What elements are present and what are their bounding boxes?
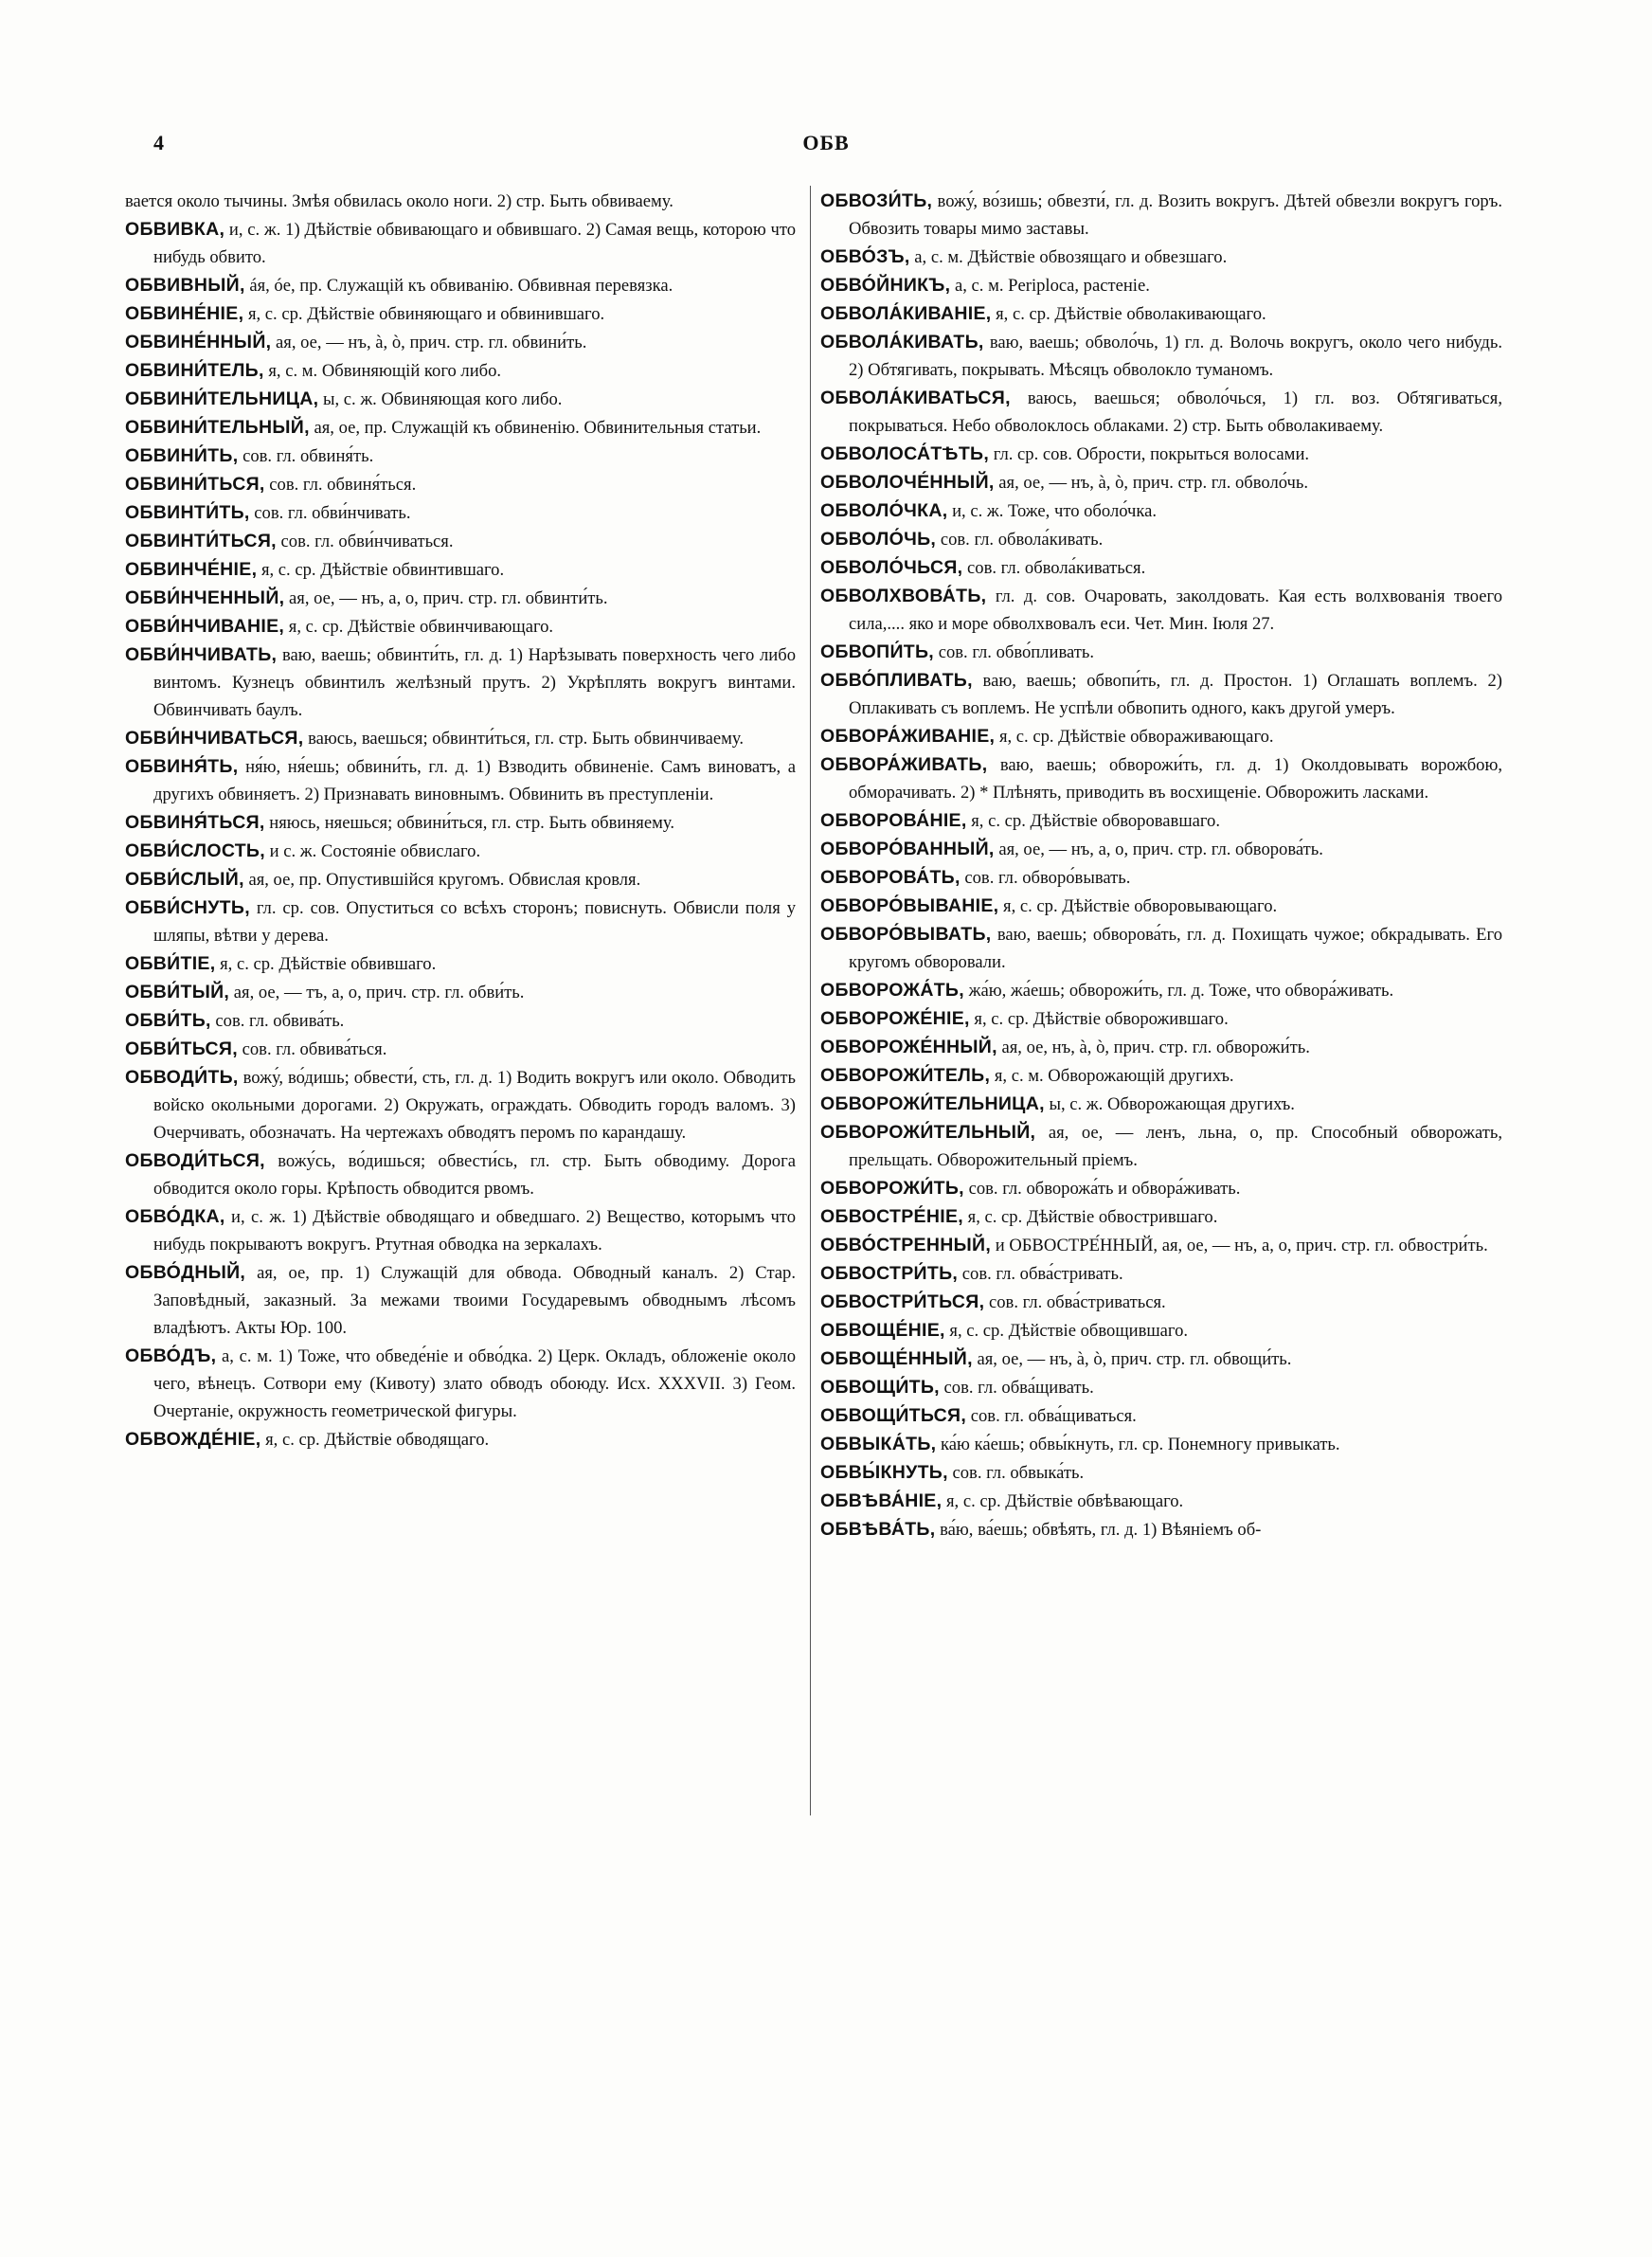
entry-headword: ОБВИ́НЧЕННЫЙ, <box>125 587 285 608</box>
entry-headword: ОБВОЛО́ЧЬСЯ, <box>820 557 963 578</box>
entry-definition: я, с. ср. Дѣйствіе обвѣвающаго. <box>946 1491 1184 1511</box>
entry-definition: вается около тычины. Змѣя обвилась около ноги. 2) стр. Быть обвиваему. <box>125 191 673 211</box>
dictionary-entry <box>820 1345 1502 1373</box>
entry-definition: ваю, ваешь; обворожи́ть, гл. д. 1) Околдовывать ворожбою, обморачивать. 2) * Плѣнять, приводить въ восхищеніе. Обворожить ласками. <box>849 755 1502 803</box>
entry-headword: ОБВЫ́КНУТЬ, <box>820 1462 948 1483</box>
entry-headword: ОБВОРО́ВЫВАТЬ, <box>820 924 992 945</box>
entry-definition: ы, с. ж. Обворожающая другихъ. <box>1049 1094 1295 1114</box>
entry-headword: ОБВОСТРИ́ТЬСЯ, <box>820 1291 985 1312</box>
page-header <box>0 131 1652 169</box>
dictionary-entry <box>820 583 1502 638</box>
left-column <box>125 188 796 1454</box>
entry-headword: ОБВИНТИ́ТЬ, <box>125 502 250 523</box>
dictionary-entry <box>820 1091 1502 1118</box>
dictionary-entry <box>125 1203 796 1258</box>
entry-headword: ОБВИ́СЛОСТЬ, <box>125 840 265 861</box>
dictionary-entry <box>125 414 796 442</box>
dictionary-entry <box>820 836 1502 863</box>
entry-headword: ОБВОЩЕ́ННЫЙ, <box>820 1348 973 1369</box>
entry-headword: ОБВИ́ТЬСЯ, <box>125 1038 238 1059</box>
entry-headword: ОБВИНИ́ТЕЛЬНИЦА, <box>125 388 319 409</box>
entry-definition: вожу́, во́зишь; обвезти́, гл. д. Возить вокругъ. Дѣтей обвезли вокругъ горъ. Обвозить товары мимо заставы. <box>849 191 1502 239</box>
entry-definition: я, с. м. Обвиняющій кого либо. <box>268 361 502 381</box>
entry-definition: сов. гл. обвиня́ться. <box>269 475 417 495</box>
entry-headword: ОБВОДИ́ТЬ, <box>125 1067 239 1088</box>
dictionary-entry <box>820 807 1502 835</box>
dictionary-entry <box>125 357 796 385</box>
dictionary-entry <box>820 441 1502 468</box>
entry-headword: ОБВИВКА, <box>125 219 225 240</box>
entry-headword: ОБВОЛА́КИВАТЬСЯ, <box>820 388 1011 408</box>
dictionary-entry <box>820 1203 1502 1231</box>
entry-definition: сов. гл. обвива́ться. <box>242 1039 387 1059</box>
dictionary-entry <box>820 921 1502 976</box>
entry-definition: я, с. ср. Дѣйствіе обводящаго. <box>265 1430 490 1450</box>
entry-headword: ОБВОЛОЧЕ́ННЫЙ, <box>820 472 995 493</box>
dictionary-entry <box>125 641 796 724</box>
dictionary-entry <box>820 893 1502 920</box>
entry-headword: ОБВОСТРИ́ТЬ, <box>820 1263 959 1284</box>
dictionary-entry <box>125 1259 796 1342</box>
entry-headword: ОБВОЖДЕ́НІЕ, <box>125 1429 261 1450</box>
dictionary-entry <box>125 613 796 641</box>
entry-definition: сов. гл. обво́пливать. <box>938 642 1095 662</box>
entry-headword: ОБВОЩИ́ТЬСЯ, <box>820 1405 967 1426</box>
dictionary-entry <box>125 979 796 1006</box>
entry-headword: ОБВОРОЖИ́ТЕЛЬНЫЙ, <box>820 1122 1036 1143</box>
entry-definition: ва́ю, ва́ешь; обвѣять, гл. д. 1) Вѣяніемъ об- <box>940 1520 1262 1540</box>
entry-definition: ая, ое, нъ, à, ò, прич. стр. гл. обворожи́ть. <box>1001 1038 1310 1057</box>
entry-definition: вожу́, во́дишь; обвести́, сть, гл. д. 1) Водить вокругъ или около. Обводить войско окольными дорогами. 2) Окружать, ограждать. Обводить городъ валомъ. 3) Очерчивать, обозначать. На чертежахъ обводятъ перомъ по карандашу. <box>153 1068 796 1143</box>
entry-definition: ая, ое, пр. Опустившійся кругомъ. Обвислая кровля. <box>248 870 641 890</box>
entry-definition: и ОБВОСТРЕ́ННЫЙ, ая, ое, — нъ, а, о, прич. стр. гл. обвостри́ть. <box>995 1236 1488 1255</box>
entry-definition: сов. гл. обвива́ть. <box>215 1011 345 1031</box>
entry-headword: ОБВОРОЖЕ́ННЫЙ, <box>820 1037 997 1057</box>
entry-headword: ОБВОЛА́КИВАНІЕ, <box>820 303 992 324</box>
entry-definition: áя, óе, пр. Служащій къ обвиванію. Обвивная перевязка. <box>249 276 673 296</box>
entry-definition: сов. гл. обви́нчивать. <box>254 503 411 523</box>
entry-headword: ОБВИНЯ́ТЬ, <box>125 756 239 777</box>
dictionary-entry <box>820 1374 1502 1401</box>
entry-definition: ая, ое, — ленъ, льна, о, пр. Способный обворожать, прельщать. Обворожительный пріемъ. <box>849 1123 1502 1170</box>
entry-definition: ая, ое, пр. 1) Служащій для обвода. Обводный каналъ. 2) Стар. Заповѣдный, заказный. За межами твоими Государевымъ обводнымъ лѣсомъ владѣютъ. Акты Юр. 100. <box>153 1263 796 1338</box>
dictionary-entry <box>125 471 796 498</box>
dictionary-entry <box>820 1119 1502 1174</box>
entry-definition: сов. гл. обва́щивать. <box>943 1378 1094 1398</box>
entry-definition: я, с. ср. Дѣйствіе обвинтившаго. <box>260 560 505 580</box>
entry-definition: ня́ю, ня́ешь; обвини́ть, гл. д. 1) Взводить обвиненіе. Самъ виноватъ, а другихъ обвиняетъ. 2) Признавать виновнымъ. Обвинить въ преступленіи. <box>153 757 796 804</box>
entry-definition: ваюсь, ваешься; обволо́чься, 1) гл. воз. Обтягиваться, покрываться. Небо обволоклось облаками. 2) стр. Быть обволакиваему. <box>849 388 1502 436</box>
dictionary-entry <box>125 866 796 894</box>
entry-definition: ая, ое, — тъ, а, о, прич. стр. гл. обви́ть. <box>233 983 525 1002</box>
entry-definition: я, с. ср. Дѣйствіе обворовывающаго. <box>1003 896 1278 916</box>
entry-definition: ая, ое, — нъ, а, о, прич. стр. гл. обворова́ть. <box>998 840 1323 859</box>
entry-definition: я, с. ср. Дѣйствіе обволакивающаго. <box>996 304 1266 324</box>
dictionary-entry <box>820 497 1502 525</box>
entry-definition: я, с. ср. Дѣйствіе обвинчивающаго. <box>288 617 554 637</box>
entry-definition: сов. гл. обва́щиваться. <box>970 1406 1137 1426</box>
entry-headword: ОБВИНИ́ТЬ, <box>125 445 239 466</box>
dictionary-entry <box>820 272 1502 299</box>
entry-definition: ы, с. ж. Обвиняющая кого либо. <box>323 389 563 409</box>
entry-headword: ОБВОЛО́ЧКА, <box>820 500 948 521</box>
entry-headword: ОБВИ́ТЬ, <box>125 1010 211 1031</box>
entry-headword: ОБВО́ПЛИВАТЬ, <box>820 670 973 691</box>
dictionary-entry <box>125 528 796 555</box>
dictionary-entry <box>820 1260 1502 1288</box>
entry-definition: я, с. ср. Дѣйствіе обворожившаго. <box>974 1009 1229 1029</box>
dictionary-entry <box>820 723 1502 750</box>
entry-headword: ОБВИНЕ́ННЫЙ, <box>125 332 272 352</box>
running-head: ОБВ <box>802 131 850 154</box>
entry-headword: ОБВОЛОСА́ТѢТЬ, <box>820 443 990 464</box>
dictionary-entry <box>125 894 796 949</box>
dictionary-entry <box>125 838 796 865</box>
dictionary-entry <box>820 751 1502 806</box>
entry-headword: ОБВОРОВА́ТЬ, <box>820 867 961 888</box>
entry-definition: сов. гл. обворожа́ть и обвора́живать. <box>968 1179 1241 1199</box>
entry-headword: ОБВОРА́ЖИВАТЬ, <box>820 754 988 775</box>
dictionary-entry <box>125 1426 796 1454</box>
entry-headword: ОБВО́ДНЫЙ, <box>125 1262 246 1283</box>
entry-headword: ОБВИНЕ́НІЕ, <box>125 303 244 324</box>
dictionary-entry <box>820 385 1502 440</box>
dictionary-entry <box>820 1516 1502 1544</box>
dictionary-entry <box>820 188 1502 243</box>
entry-headword: ОБВИНИ́ТЕЛЬ, <box>125 360 264 381</box>
dictionary-entry <box>820 526 1502 553</box>
entry-definition: гл. д. сов. Очаровать, заколдовать. Кая есть волхвованія твоего сила,.... яко и море обволхвовалъ еси. Чет. Мин. Іюля 27. <box>849 587 1502 634</box>
entry-headword: ОБВОЩИ́ТЬ, <box>820 1377 940 1398</box>
entry-definition: а, с. м. Дѣйствіе обвозящаго и обвезшаго. <box>914 247 1228 267</box>
dictionary-entry <box>820 1402 1502 1430</box>
dictionary-entry <box>820 977 1502 1004</box>
dictionary-entry <box>125 1147 796 1202</box>
entry-headword: ОБВОРОЖА́ТЬ, <box>820 980 964 1001</box>
entry-headword: ОБВОЩЕ́НІЕ, <box>820 1320 945 1341</box>
dictionary-entry <box>125 556 796 584</box>
entry-definition: я, с. ср. Дѣйствіе обвившаго. <box>220 954 437 974</box>
entry-headword: ОБВОРО́ВАННЫЙ, <box>820 839 995 859</box>
entry-definition: и с. ж. Состояніе обвислаго. <box>269 841 481 861</box>
entry-definition: сов. гл. обвиня́ть. <box>242 446 374 466</box>
dictionary-entry <box>820 1431 1502 1458</box>
dictionary-entry <box>820 1062 1502 1090</box>
entry-definition: сов. гл. обва́стриваться. <box>989 1292 1166 1312</box>
dictionary-entry <box>125 499 796 527</box>
dictionary-entry <box>125 216 796 271</box>
entry-headword: ОБВИ́НЧИВАТЬСЯ, <box>125 728 304 749</box>
entry-headword: ОБВОРОЖИ́ТЬ, <box>820 1178 964 1199</box>
entry-headword: ОБВИ́СЛЫЙ, <box>125 869 244 890</box>
dictionary-entry <box>125 442 796 470</box>
entry-headword: ОБВОЛО́ЧЬ, <box>820 529 937 550</box>
entry-headword: ОБВѢВА́ТЬ, <box>820 1519 936 1540</box>
dictionary-entry <box>820 1317 1502 1345</box>
entry-definition: гл. ср. сов. Обрости, покрыться волосами. <box>993 444 1310 464</box>
entry-headword: ОБВОРО́ВЫВАНІЕ, <box>820 895 999 916</box>
dictionary-entry <box>820 554 1502 582</box>
entry-headword: ОБВОРА́ЖИВАНІЕ, <box>820 726 996 747</box>
entry-headword: ОБВИ́НЧИВАТЬ, <box>125 644 278 665</box>
dictionary-entry <box>125 585 796 612</box>
dictionary-entry <box>125 329 796 356</box>
page-number: 4 <box>153 131 164 154</box>
dictionary-entry <box>125 300 796 328</box>
column-divider <box>810 186 811 1815</box>
dictionary-entry <box>820 1459 1502 1487</box>
dictionary-entry <box>125 950 796 978</box>
dictionary-entry <box>125 725 796 752</box>
entry-definition: я, с. ср. Дѣйствіе обвощившаго. <box>949 1321 1189 1341</box>
dictionary-entry <box>820 300 1502 328</box>
entry-definition: я, с. ср. Дѣйствіе обвиняющаго и обвинившаго. <box>247 304 605 324</box>
dictionary-entry <box>820 1232 1502 1259</box>
entry-headword: ОБВОРОЖЕ́НІЕ, <box>820 1008 970 1029</box>
dictionary-entry <box>125 1007 796 1035</box>
entry-headword: ОБВО́СТРЕННЫЙ, <box>820 1235 992 1255</box>
entry-definition: ваю, ваешь; обвопи́ть, гл. д. Простон. 1) Оглашать воплемъ. 2) Оплакивать съ воплемъ. Не успѣли обвопить одного, какъ другой умеръ. <box>849 671 1502 718</box>
entry-definition: вожу́сь, во́дишься; обвести́сь, гл. стр. Быть обводиму. Дорога обводится около горы. Крѣпость обводится рвомъ. <box>153 1151 796 1199</box>
entry-definition: ваю, ваешь; обвинти́ть, гл. д. 1) Нарѣзывать поверхность чего либо винтомъ. Кузнецъ обвинтилъ желѣзный прутъ. 2) Укрѣплять вокругъ винтами. Обвинчивать баулъ. <box>153 645 796 720</box>
entry-definition: ая, ое, — нъ, а, о, прич. стр. гл. обвинти́ть. <box>289 588 608 608</box>
entry-headword: ОБВОЛА́КИВАТЬ, <box>820 332 984 352</box>
entry-headword: ОБВОДИ́ТЬСЯ, <box>125 1150 265 1171</box>
entry-definition: няюсь, няешься; обвини́ться, гл. стр. Быть обвиняему. <box>269 813 674 833</box>
entry-definition: ваюсь, ваешься; обвинти́ться, гл. стр. Быть обвинчиваему. <box>308 729 745 749</box>
entry-headword: ОБВОЗИ́ТЬ, <box>820 190 933 211</box>
dictionary-entry <box>820 1488 1502 1515</box>
entry-definition: сов. гл. обворо́вывать. <box>964 868 1131 888</box>
entry-definition: и, с. ж. 1) Дѣйствіе обвивающаго и обвившаго. 2) Самая вещь, которою что нибудь обвито. <box>153 220 796 267</box>
dictionary-entry <box>125 188 796 215</box>
entry-definition: жа́ю, жа́ешь; обворожи́ть, гл. д. Тоже, что обвора́живать. <box>968 981 1394 1001</box>
dictionary-entry <box>820 244 1502 271</box>
dictionary-entry <box>820 667 1502 722</box>
entry-definition: ая, ое, — нъ, à, ò, прич. стр. гл. обволо́чь. <box>998 473 1309 493</box>
entry-headword: ОБВИ́СНУТЬ, <box>125 897 250 918</box>
dictionary-entry <box>820 639 1502 666</box>
entry-headword: ОБВИ́ТЫЙ, <box>125 982 230 1002</box>
entry-headword: ОБВОРОЖИ́ТЕЛЬ, <box>820 1065 991 1086</box>
entry-definition: гл. ср. сов. Опуститься со всѣхъ сторонъ; повиснуть. Обвисли поля у шляпы, вѣтви у дерева. <box>153 898 796 946</box>
entry-definition: и, с. ж. Тоже, что оболо́чка. <box>952 501 1158 521</box>
right-column <box>820 188 1502 1544</box>
entry-headword: ОБВИНЯ́ТЬСЯ, <box>125 812 265 833</box>
dictionary-entry <box>820 864 1502 892</box>
dictionary-entry <box>820 1175 1502 1202</box>
entry-definition: я, с. ср. Дѣйствіе обвострившаго. <box>967 1207 1218 1227</box>
entry-headword: ОБВИВНЫЙ, <box>125 275 245 296</box>
entry-headword: ОБВИНЧЕ́НІЕ, <box>125 559 258 580</box>
dictionary-entry <box>125 809 796 837</box>
entry-headword: ОБВЫКА́ТЬ, <box>820 1434 937 1454</box>
entry-headword: ОБВО́ДКА, <box>125 1206 225 1227</box>
entry-headword: ОБВОСТРЕ́НІЕ, <box>820 1206 963 1227</box>
entry-definition: ваю, ваешь; обволо́чь, 1) гл. д. Волочь вокругъ, около чего нибудь. 2) Обтягивать, покрывать. Мѣсяцъ обволокло туманомъ. <box>849 333 1502 380</box>
entry-definition: сов. гл. обва́стривать. <box>961 1264 1123 1284</box>
entry-definition: сов. гл. обвыка́ть. <box>952 1463 1085 1483</box>
entry-headword: ОБВО́ЙНИКЪ, <box>820 275 951 296</box>
dictionary-entry <box>125 272 796 299</box>
entry-definition: и, с. ж. 1) Дѣйствіе обводящаго и обведшаго. 2) Вещество, которымъ что нибудь покрываютъ вокругъ. Ртутная обводка на зеркалахъ. <box>153 1207 796 1255</box>
dictionary-entry <box>125 753 796 808</box>
dictionary-entry <box>820 1034 1502 1061</box>
entry-definition: сов. гл. обвола́кивать. <box>940 530 1104 550</box>
entry-definition: я, с. ср. Дѣйствіе обворовавшаго. <box>971 811 1220 831</box>
entry-headword: ОБВОЛХВОВА́ТЬ, <box>820 586 987 606</box>
entry-definition: сов. гл. обви́нчиваться. <box>280 532 454 551</box>
dictionary-entry <box>820 1005 1502 1033</box>
entry-definition: а, с. м. Periploca, растеніе. <box>955 276 1150 296</box>
entry-definition: ка́ю ка́ешь; обвы́кнуть, гл. ср. Понемногу привыкать. <box>941 1435 1340 1454</box>
entry-headword: ОБВИНТИ́ТЬСЯ, <box>125 531 277 551</box>
entry-headword: ОБВѢВА́НІЕ, <box>820 1490 943 1511</box>
entry-definition: ваю, ваешь; обворова́ть, гл. д. Похищать чужое; обкрадывать. Его кругомъ обворовали. <box>849 925 1503 972</box>
dictionary-entry <box>820 469 1502 497</box>
dictionary-entry <box>125 386 796 413</box>
dictionary-entry <box>125 1064 796 1147</box>
entry-headword: ОБВОРОЖИ́ТЕЛЬНИЦА, <box>820 1093 1045 1114</box>
entry-headword: ОБВО́ЗЪ, <box>820 246 910 267</box>
entry-definition: сов. гл. обвола́киваться. <box>967 558 1146 578</box>
entry-headword: ОБВИ́НЧИВАНІЕ, <box>125 616 285 637</box>
dictionary-entry <box>820 1289 1502 1316</box>
dictionary-entry <box>125 1036 796 1063</box>
entry-definition: ая, ое, — нъ, à, ò, прич. стр. гл. обвини́ть. <box>276 333 587 352</box>
entry-headword: ОБВО́ДЪ, <box>125 1345 217 1366</box>
entry-headword: ОБВОРОВА́НІЕ, <box>820 810 967 831</box>
entry-headword: ОБВИ́ТІЕ, <box>125 953 216 974</box>
entry-definition: ая, ое, пр. Служащій къ обвиненію. Обвинительныя статьи. <box>314 418 762 438</box>
dictionary-entry <box>820 329 1502 384</box>
entry-definition: я, с. ср. Дѣйствіе обвораживающаго. <box>998 727 1274 747</box>
dictionary-entry <box>125 1343 796 1425</box>
entry-definition: а, с. м. 1) Тоже, что обведе́ніе и обво́дка. 2) Церк. Окладъ, обложеніе около чего, вѣнецъ. Сотвори ему (Кивоту) злато обводъ обоюду. Исх. XXXVII. 3) Геом. Очертаніе, окружность геометрической фигуры. <box>153 1346 796 1421</box>
entry-headword: ОБВИНИ́ТЕЛЬНЫЙ, <box>125 417 310 438</box>
entry-headword: ОБВИНИ́ТЬСЯ, <box>125 474 265 495</box>
entry-definition: я, с. м. Обворожающій другихъ. <box>994 1066 1234 1086</box>
entry-headword: ОБВОПИ́ТЬ, <box>820 641 935 662</box>
entry-definition: ая, ое, — нъ, à, ò, прич. стр. гл. обвощи́ть. <box>977 1349 1292 1369</box>
